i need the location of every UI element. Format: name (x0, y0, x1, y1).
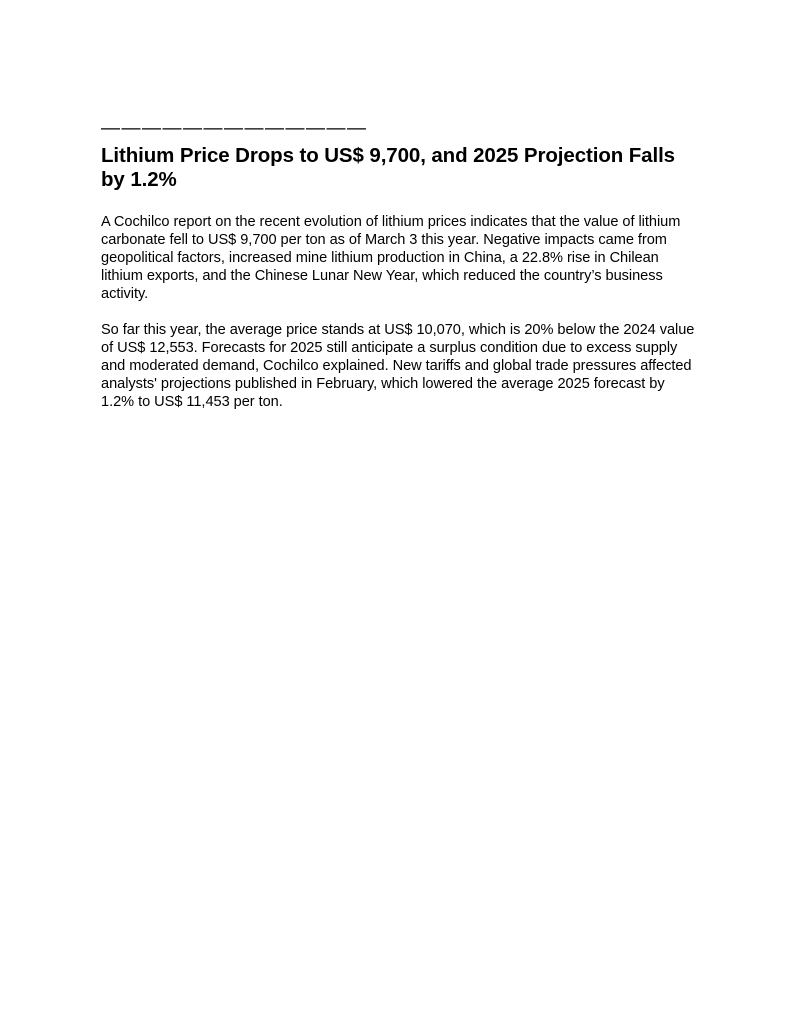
document-page (101, 118, 701, 411)
article-paragraph-2: So far this year, the average price stands at US$ 10,070, which is 20% below the 2024 value of US$ 12,553. Forecasts for 2025 still anticipate a surplus condition due to excess supply and moderated demand, Cochilco explained. New tariffs and global trade pressures affected analysts' projections published in February, which lowered the average 2025 forecast by 1.2% to US$ 11,453 per ton. (101, 322, 695, 410)
decorative-rule: ————————————— (101, 118, 368, 139)
article-headline: Lithium Price Drops to US$ 9,700, and 2025 Projection Falls by 1.2% (101, 144, 675, 191)
article-paragraph-1: A Cochilco report on the recent evolution of lithium prices indicates that the value of lithium carbonate fell to US$ 9,700 per ton as of March 3 this year. Negative impacts came from geopolitical factors, increased mine lithium production in China, a 22.8% rise in Chilean lithium exports, and the Chinese Lunar New Year, which reduced the country’s business activity. (101, 214, 681, 302)
